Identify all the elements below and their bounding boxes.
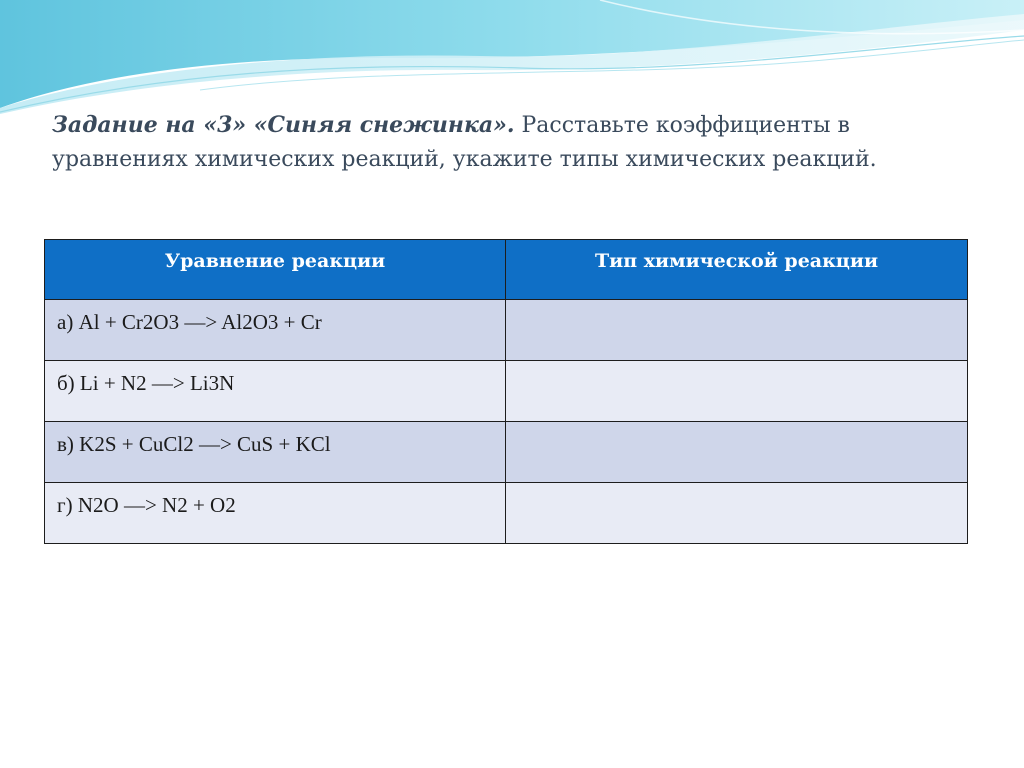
table-row — [45, 300, 968, 361]
decorative-wave-banner — [0, 0, 1024, 120]
reaction-type-cell[interactable] — [506, 300, 968, 361]
table-row — [45, 361, 968, 422]
equation-cell: а) Al + Cr2O3 —> Al2O3 + Cr — [45, 300, 506, 361]
reaction-type-cell[interactable] — [506, 483, 968, 544]
table-header-row — [45, 240, 968, 300]
equation-cell: в) K2S + CuCl2 —> CuS + KCl — [45, 422, 506, 483]
table-row — [45, 422, 968, 483]
header-equation: Уравнение реакции — [45, 240, 506, 300]
reaction-table — [44, 239, 968, 544]
task-instruction: Расставьте коэффициенты в уравнениях химических реакций, укажите типы химических реакций. — [52, 113, 877, 172]
reaction-type-cell[interactable] — [506, 422, 968, 483]
header-reaction-type: Тип химической реакции — [506, 240, 968, 300]
reaction-type-cell[interactable] — [506, 361, 968, 422]
equation-cell: г) N2O —> N2 + O2 — [45, 483, 506, 544]
table-row — [45, 483, 968, 544]
equation-cell: б) Li + N2 —> Li3N — [45, 361, 506, 422]
task-description — [52, 108, 982, 177]
task-title: Задание на «3» «Синяя снежинка». — [52, 112, 515, 138]
